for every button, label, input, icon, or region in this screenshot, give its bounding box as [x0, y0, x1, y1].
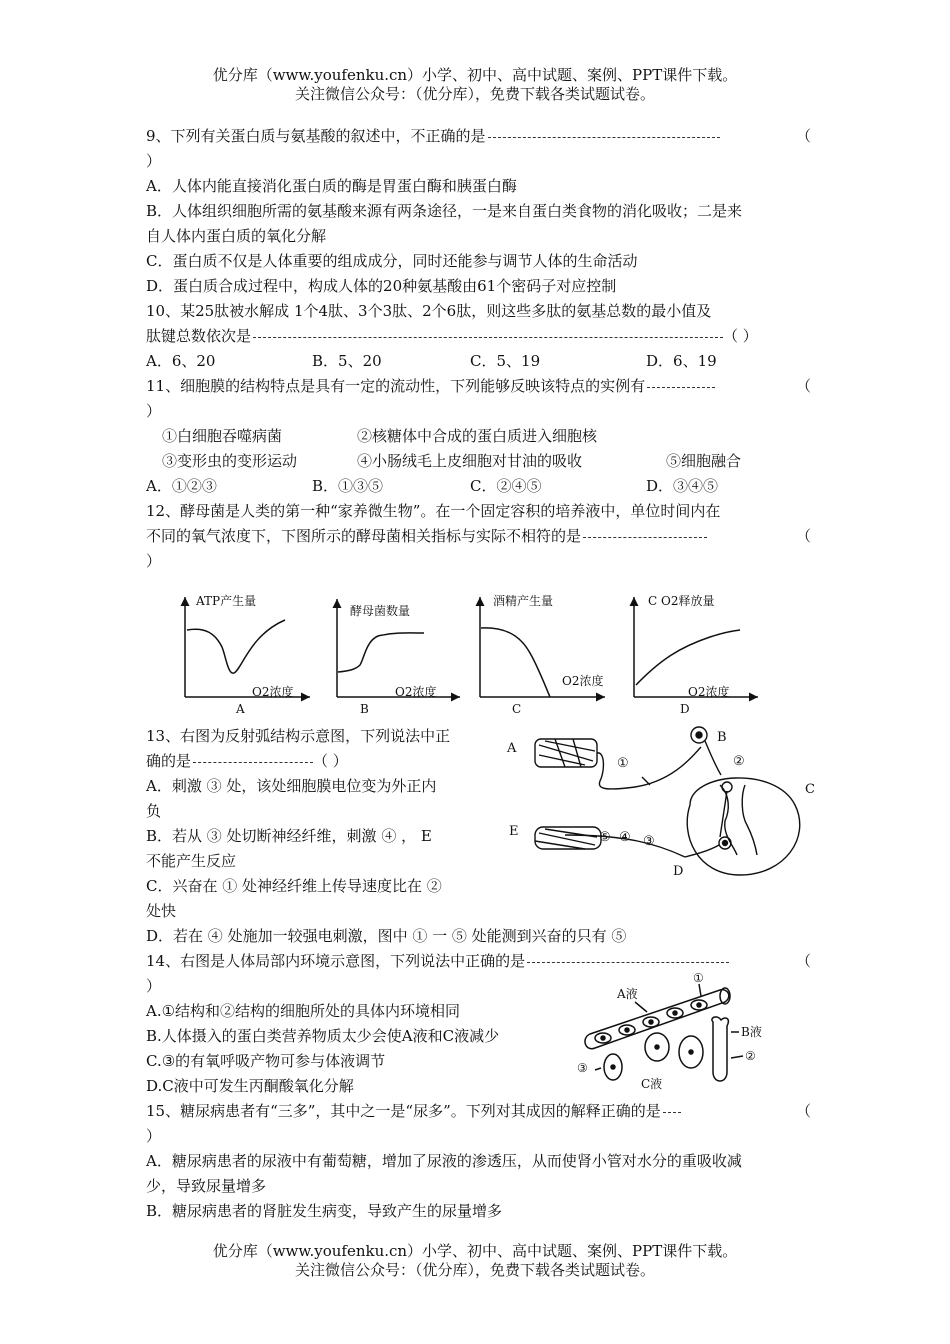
fig13-label-3: ③	[643, 834, 655, 849]
header-line-1: 优分库（www.youfenku.cn）小学、初中、高中试题、案例、PPT课件下载。	[212, 66, 738, 84]
afferent-root	[705, 741, 721, 775]
q9-option-b-line2: 自人体内蛋白质的氧化分解	[146, 227, 327, 245]
fig13-label-b: B	[717, 730, 727, 745]
q11-stem-line	[146, 376, 715, 396]
q12-charts	[0, 585, 950, 725]
q15-stem: 15、糖尿病患者有“三多”，其中之一是“尿多”。下列对其成因的解释正确的是	[146, 1102, 661, 1120]
fig13-label-4: ④	[619, 830, 631, 845]
q10-option-b: B．5、20	[312, 352, 382, 370]
footer-line-1: 优分库（www.youfenku.cn）小学、初中、高中试题、案例、PPT课件下载。	[212, 1242, 738, 1260]
inner-environment-figure	[575, 972, 795, 1092]
q15-option-a-line1: A．糖尿病患者的尿液中有葡萄糖，增加了尿液的渗透压，从而使肾小管对水分的重吸收减	[146, 1152, 742, 1170]
q11-item-5: ⑤细胞融合	[666, 452, 742, 470]
fig14-label-1: ①	[693, 972, 704, 985]
q10-stem: 肽键总数依次是	[146, 327, 252, 345]
chart-d-curve	[636, 630, 740, 685]
chart-a	[185, 597, 310, 697]
chart-a-ylabel: ATP产生量	[196, 594, 257, 608]
fig13-label-d: D	[673, 864, 684, 879]
efferent-root	[685, 845, 719, 857]
footer-line-2: 关注微信公众号：（优分库），免费下载各类试题试卷。	[294, 1261, 655, 1279]
q14-option-a: A.①结构和②结构的细胞所处的具体内环境相同	[146, 1002, 461, 1020]
fig13-label-2: ②	[733, 754, 745, 769]
q10-option-c: C．5、19	[470, 352, 541, 370]
q9-stem: 9、下列有关蛋白质与氨基酸的叙述中，不正确的是	[146, 127, 486, 145]
q10-option-a: A．6、20	[146, 352, 216, 370]
q10-option-d: D．6、19	[646, 352, 717, 370]
chart-b-xlabel: O2浓度	[395, 685, 437, 699]
chart-a-xlabel: O2浓度	[252, 685, 294, 699]
answer-dash-leader	[193, 762, 313, 763]
answer-dash-leader	[488, 137, 720, 138]
fig13-label-c: C	[805, 782, 815, 797]
q11-stem: 11、细胞膜的结构特点是具有一定的流动性，下列能够反映该特点的实例有	[146, 377, 646, 395]
q13-option-b-line1: B．若从 ③ 处切断神经纤维，刺激 ④ ， E	[146, 827, 432, 845]
fig14-label-c-liquid: C液	[641, 1077, 663, 1091]
q13-stem: 确的是	[146, 752, 192, 770]
q12-stem-line2	[146, 526, 707, 546]
chart-a-letter: A	[236, 702, 245, 716]
q15-stem-line	[146, 1101, 681, 1121]
q11-item-1: ①白细胞吞噬病菌	[162, 427, 283, 445]
q12-stem: 不同的氧气浓度下，下图所示的酵母菌相关指标与实际不相符的是	[146, 527, 582, 545]
q11-option-d: D．③④⑤	[646, 477, 719, 495]
chart-c-curve	[481, 628, 550, 697]
answer-dash-leader	[647, 387, 715, 388]
q15-option-a-line2: 少，导致尿量增多	[146, 1177, 267, 1195]
chart-c-ylabel: 酒精产生量	[493, 594, 554, 608]
label-line-1	[642, 777, 650, 785]
q11-item-2: ②核糖体中合成的蛋白质进入细胞核	[357, 427, 598, 445]
chart-a-curve	[187, 620, 285, 673]
q9-stem-line	[146, 126, 720, 146]
q15-paren-close: ）	[146, 1127, 162, 1145]
q13-option-b-line2: 不能产生反应	[146, 852, 237, 870]
q10-stem-line1: 10、某25肽被水解成 1个4肽、3个3肽、2个6肽，则这些多肽的氨基总数的最小值及	[146, 302, 712, 320]
q9-option-d: D．蛋白质合成过程中，构成人体的20种氨基酸由61个密码子对应控制	[146, 277, 617, 295]
ganglion-nucleus	[696, 732, 702, 738]
q12-paren-close: ）	[146, 552, 162, 570]
q13-paren: （ ）	[313, 752, 348, 770]
q11-option-c: C．②④⑤	[470, 477, 542, 495]
chart-d-ylabel: C O2释放量	[648, 594, 715, 608]
chart-b-ylabel: 酵母菌数量	[350, 604, 411, 618]
q11-option-a: A．①②③	[146, 477, 217, 495]
lymph-vessel	[712, 1017, 728, 1081]
q9-option-c: C．蛋白质不仅是人体重要的组成成分，同时还能参与调节人体的生命活动	[146, 252, 638, 270]
q11-option-b: B．①③⑤	[312, 477, 384, 495]
q13-option-a-line2: 负	[146, 802, 162, 820]
q12-paren-open: （	[796, 527, 812, 545]
q14-stem: 14、右图是人体局部内环境示意图，下列说法中正确的是	[146, 952, 526, 970]
fig13-label-5: ⑤	[599, 830, 611, 845]
chart-b-letter: B	[360, 702, 369, 716]
q15-option-b: B．糖尿病患者的肾脏发生病变，导致产生的尿量增多	[146, 1202, 503, 1220]
q14-paren-open: （	[796, 952, 812, 970]
fig14-label-b-liquid: B液	[741, 1025, 762, 1039]
chart-c-letter: C	[512, 702, 522, 716]
q11-item-4: ④小肠绒毛上皮细胞对甘油的吸收	[357, 452, 583, 470]
q13-option-a-line1: A．刺激 ③ 处，该处细胞膜电位变为外正内	[146, 777, 437, 795]
q13-option-d: D．若在 ④ 处施加一较强电刺激，图中 ① 一 ⑤ 处能测到兴奋的只有 ⑤	[146, 927, 627, 945]
fig13-label-e: E	[509, 824, 519, 839]
chart-d	[634, 597, 758, 697]
q14-paren-close: ）	[146, 977, 162, 995]
q11-paren-open: （	[796, 377, 812, 395]
fig13-label-1: ①	[617, 756, 629, 771]
chart-b-curve	[338, 633, 424, 672]
q11-paren-close: ）	[146, 402, 162, 420]
fig13-label-a: A	[507, 741, 517, 756]
q14-option-c: C.③的有氧呼吸产物可参与体液调节	[146, 1052, 386, 1070]
q13-stem-line1: 13、右图为反射弧结构示意图，下列说法中正	[146, 727, 451, 745]
header-line-2: 关注微信公众号：（优分库），免费下载各类试题试卷。	[294, 85, 655, 103]
q10-paren: （ ）	[723, 327, 758, 345]
receptor-texture	[539, 739, 595, 767]
q11-item-3: ③变形虫的变形运动	[162, 452, 298, 470]
fig14-label-2: ②	[745, 1049, 756, 1063]
q10-stem-line2	[146, 326, 758, 346]
answer-dash-leader	[527, 962, 729, 963]
answer-dash-leader	[663, 1112, 681, 1113]
q15-paren-open: （	[796, 1102, 812, 1120]
chart-c-xlabel: O2浓度	[562, 674, 604, 688]
chart-d-xlabel: O2浓度	[688, 685, 730, 699]
q9-paren-close: ）	[146, 152, 162, 170]
effector-texture	[535, 829, 597, 849]
chart-d-letter: D	[680, 702, 690, 716]
afferent-fiber	[597, 747, 701, 789]
answer-dash-leader	[583, 537, 707, 538]
answer-dash-leader	[253, 337, 723, 338]
q13-stem-line2	[146, 751, 348, 771]
reflex-arc-figure	[505, 725, 825, 885]
q9-paren-open: （	[796, 127, 812, 145]
fig14-label-a-liquid: A液	[617, 987, 638, 1001]
q13-option-c-line2: 处快	[146, 902, 177, 920]
q9-option-b-line1: B．人体组织细胞所需的氨基酸来源有两条途径，一是来自蛋白类食物的消化吸收；二是来	[146, 202, 743, 220]
q9-option-a: A．人体内能直接消化蛋白质的酶是胃蛋白酶和胰蛋白酶	[146, 177, 517, 195]
interneuron-cell	[722, 782, 732, 792]
q14-option-b: B.人体摄入的蛋白类营养物质太少会使A液和C液减少	[146, 1027, 500, 1045]
q13-option-c-line1: C．兴奋在 ① 处神经纤维上传导速度比在 ②	[146, 877, 442, 895]
q12-stem-line1: 12、酵母菌是人类的第一种“家养微生物”。在一个固定容积的培养液中，单位时间内在	[146, 502, 721, 520]
q14-stem-line	[146, 951, 729, 971]
fig14-label-3: ③	[577, 1061, 588, 1075]
q14-option-d: D.C液中可发生丙酮酸氧化分解	[146, 1077, 354, 1095]
